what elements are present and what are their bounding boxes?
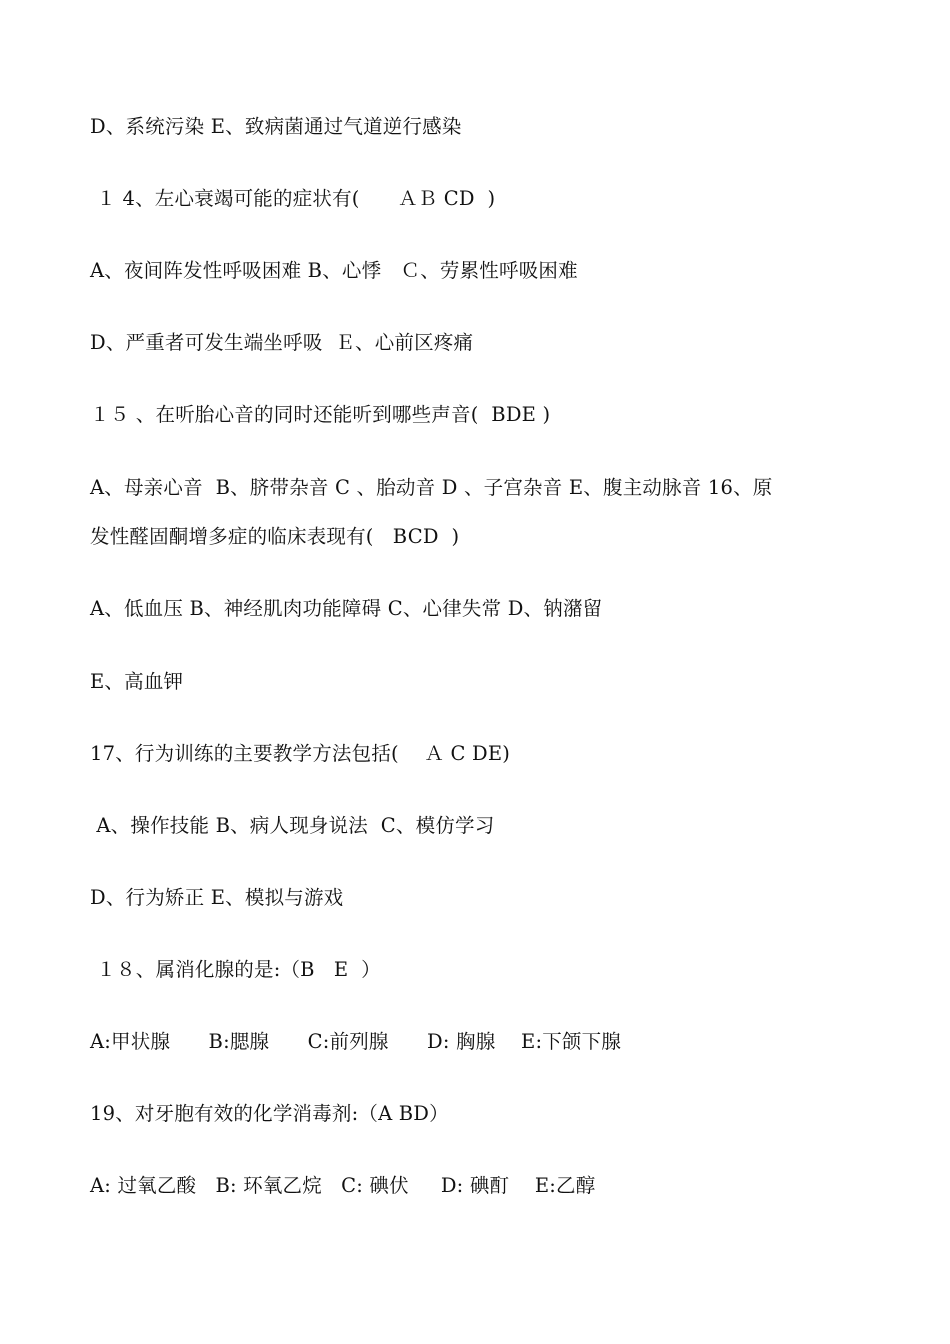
q14-options-d-e: D、严重者可发生端坐呼吸 Ｅ、心前区疼痛 (90, 331, 474, 354)
q18-question: １８、属消化腺的是:（B E ） (90, 958, 381, 981)
q19-options: A: 过氧乙酸 B: 环氧乙烷 C: 碘伏 D: 碘酊 E:乙醇 (90, 1174, 596, 1197)
q16-options-a-d: A、低血压 B、神经肌肉功能障碍 C、心律失常 D、钠潴留 (90, 597, 603, 620)
q18-options: A:甲状腺 B:腮腺 C:前列腺 D: 胸腺 E:下颌下腺 (90, 1030, 622, 1053)
q16-option-e: E、高血钾 (90, 670, 184, 693)
q14-options-a-c: A、夜间阵发性呼吸困难 B、心悸 Ｃ、劳累性呼吸困难 (90, 259, 578, 282)
q17-options-a-c: A、操作技能 B、病人现身说法 C、模仿学习 (90, 814, 495, 837)
q19-question: 19、对牙胞有效的化学消毒剂:（A BD） (90, 1102, 449, 1125)
q15-question: １５ 、在听胎心音的同时还能听到哪些声音( BDE ) (90, 403, 551, 426)
q15-options: A、母亲心音 B、脐带杂音 C 、胎动音 D 、子宫杂音 E、腹主动脉音 16、原 (90, 476, 773, 499)
q16-question: 发性醛固酮增多症的临床表现有( BCD ) (90, 525, 460, 548)
q14-question: １ 4、左心衰竭可能的症状有( ＡＢ CD ) (90, 187, 496, 210)
q17-question: 17、行为训练的主要教学方法包括( Ａ C DE) (90, 742, 511, 765)
q13-options-d-e: D、系统污染 E、致病菌通过气道逆行感染 (90, 115, 462, 138)
q17-options-d-e: D、行为矫正 E、模拟与游戏 (90, 886, 344, 909)
